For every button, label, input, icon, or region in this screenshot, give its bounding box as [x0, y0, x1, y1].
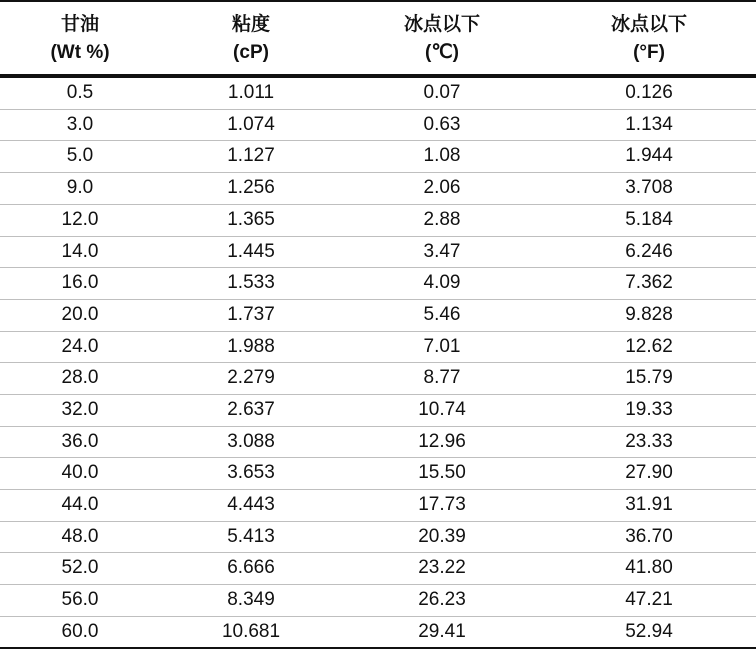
- table-row: [0, 363, 756, 395]
- table-cell: 3.653: [160, 458, 342, 490]
- table-cell: 1.256: [160, 173, 342, 205]
- table-cell: 2.279: [160, 363, 342, 395]
- table-cell: 12.0: [0, 204, 160, 236]
- table-cell: 0.126: [625, 82, 673, 104]
- table-header-row: [0, 2, 756, 76]
- table-cell: 15.50: [342, 458, 542, 490]
- table-body: [0, 76, 756, 648]
- column-header-freezing-point-f-unit: (°F): [633, 41, 665, 63]
- table-row: [0, 553, 756, 585]
- table-cell: 56.0: [0, 585, 160, 617]
- table-cell: 2.06: [342, 173, 542, 205]
- column-header-freezing-point-c-title: 冰点以下: [403, 14, 480, 35]
- column-header-viscosity: [160, 2, 342, 76]
- table-cell: 40.0: [0, 458, 160, 490]
- column-header-freezing-point-c: [342, 2, 542, 76]
- table-cell: 7.01: [342, 331, 542, 363]
- table-cell: 3.088: [160, 426, 342, 458]
- table-cell: 8.77: [342, 363, 542, 395]
- table-row: [0, 490, 756, 522]
- table-row: [0, 616, 756, 648]
- table-row: [0, 204, 756, 236]
- table-row: [0, 76, 756, 109]
- table-cell: 32.0: [0, 394, 160, 426]
- table-cell: 3.47: [342, 236, 542, 268]
- table-row: [0, 268, 756, 300]
- table-cell: 41.80: [542, 553, 756, 585]
- table-cell: 1.134: [542, 109, 756, 141]
- column-header-freezing-point-c-unit: (℃): [425, 41, 459, 63]
- column-header-glycerol: [0, 2, 160, 76]
- table-cell: 14.0: [0, 236, 160, 268]
- table-row: [0, 299, 756, 331]
- table-cell: 28.0: [0, 363, 160, 395]
- table-cell: 44.0: [0, 490, 160, 522]
- table-row: [0, 173, 756, 205]
- table-cell: 1.08: [342, 141, 542, 173]
- table-cell: 1.533: [160, 268, 342, 300]
- table-cell: 1.011: [227, 82, 275, 104]
- table-cell: 6.666: [160, 553, 342, 585]
- table-cell: 1.944: [542, 141, 756, 173]
- column-header-glycerol-unit: (Wt %): [50, 41, 110, 63]
- table-cell: 52.0: [0, 553, 160, 585]
- table-row: [0, 458, 756, 490]
- table-cell: 36.0: [0, 426, 160, 458]
- table-cell: 27.90: [542, 458, 756, 490]
- table-cell: 19.33: [542, 394, 756, 426]
- table-header: [0, 2, 756, 76]
- table-cell: 8.349: [160, 585, 342, 617]
- table-cell: 0.07: [423, 82, 461, 104]
- table-row: [0, 236, 756, 268]
- table-cell: 1.737: [160, 299, 342, 331]
- table-cell: 5.413: [160, 521, 342, 553]
- table-row: [0, 585, 756, 617]
- table-cell: 15.79: [542, 363, 756, 395]
- table-cell: 31.91: [542, 490, 756, 522]
- table-cell: 1.074: [160, 109, 342, 141]
- table-cell: 2.88: [342, 204, 542, 236]
- table-cell: 23.33: [542, 426, 756, 458]
- table-row: [0, 331, 756, 363]
- table-row: [0, 426, 756, 458]
- table-cell: 2.637: [160, 394, 342, 426]
- column-header-freezing-point-f: [542, 2, 756, 76]
- column-header-viscosity-title: 粘度: [231, 14, 270, 35]
- table-cell: 26.23: [342, 585, 542, 617]
- table-cell: 10.681: [160, 616, 342, 648]
- table-cell: 5.46: [342, 299, 542, 331]
- column-header-viscosity-unit: (cP): [233, 41, 269, 63]
- table-cell: 9.828: [542, 299, 756, 331]
- table-cell: 12.96: [342, 426, 542, 458]
- table-cell: 7.362: [542, 268, 756, 300]
- glycerol-viscosity-table: [0, 2, 756, 649]
- table-cell: 17.73: [342, 490, 542, 522]
- table-cell: 1.988: [160, 331, 342, 363]
- column-header-glycerol-title: 甘油: [60, 14, 99, 35]
- table-cell: 47.21: [542, 585, 756, 617]
- table-cell: 10.74: [342, 394, 542, 426]
- table-cell: 5.184: [542, 204, 756, 236]
- table-row: [0, 141, 756, 173]
- table-cell: 12.62: [542, 331, 756, 363]
- table-cell: 3.708: [542, 173, 756, 205]
- table-cell: 16.0: [0, 268, 160, 300]
- table-cell: 36.70: [542, 521, 756, 553]
- table-cell: 5.0: [0, 141, 160, 173]
- table-row: [0, 394, 756, 426]
- table-cell: 48.0: [0, 521, 160, 553]
- table-cell: 24.0: [0, 331, 160, 363]
- table-cell: 1.365: [160, 204, 342, 236]
- table-cell: 1.127: [160, 141, 342, 173]
- table-cell: 4.09: [342, 268, 542, 300]
- table-cell: 29.41: [342, 616, 542, 648]
- table-row: [0, 521, 756, 553]
- table-cell: 0.63: [342, 109, 542, 141]
- table-cell: 9.0: [0, 173, 160, 205]
- table-cell: 52.94: [542, 616, 756, 648]
- column-header-freezing-point-f-title: 冰点以下: [610, 14, 687, 35]
- table-cell: 3.0: [0, 109, 160, 141]
- table-cell: 20.0: [0, 299, 160, 331]
- table-cell: 4.443: [160, 490, 342, 522]
- table-cell: 60.0: [0, 616, 160, 648]
- table-cell: 1.445: [160, 236, 342, 268]
- table-cell: 20.39: [342, 521, 542, 553]
- table-cell: 23.22: [342, 553, 542, 585]
- table-row: [0, 109, 756, 141]
- table-cell: 0.5: [66, 82, 94, 104]
- table-cell: 6.246: [542, 236, 756, 268]
